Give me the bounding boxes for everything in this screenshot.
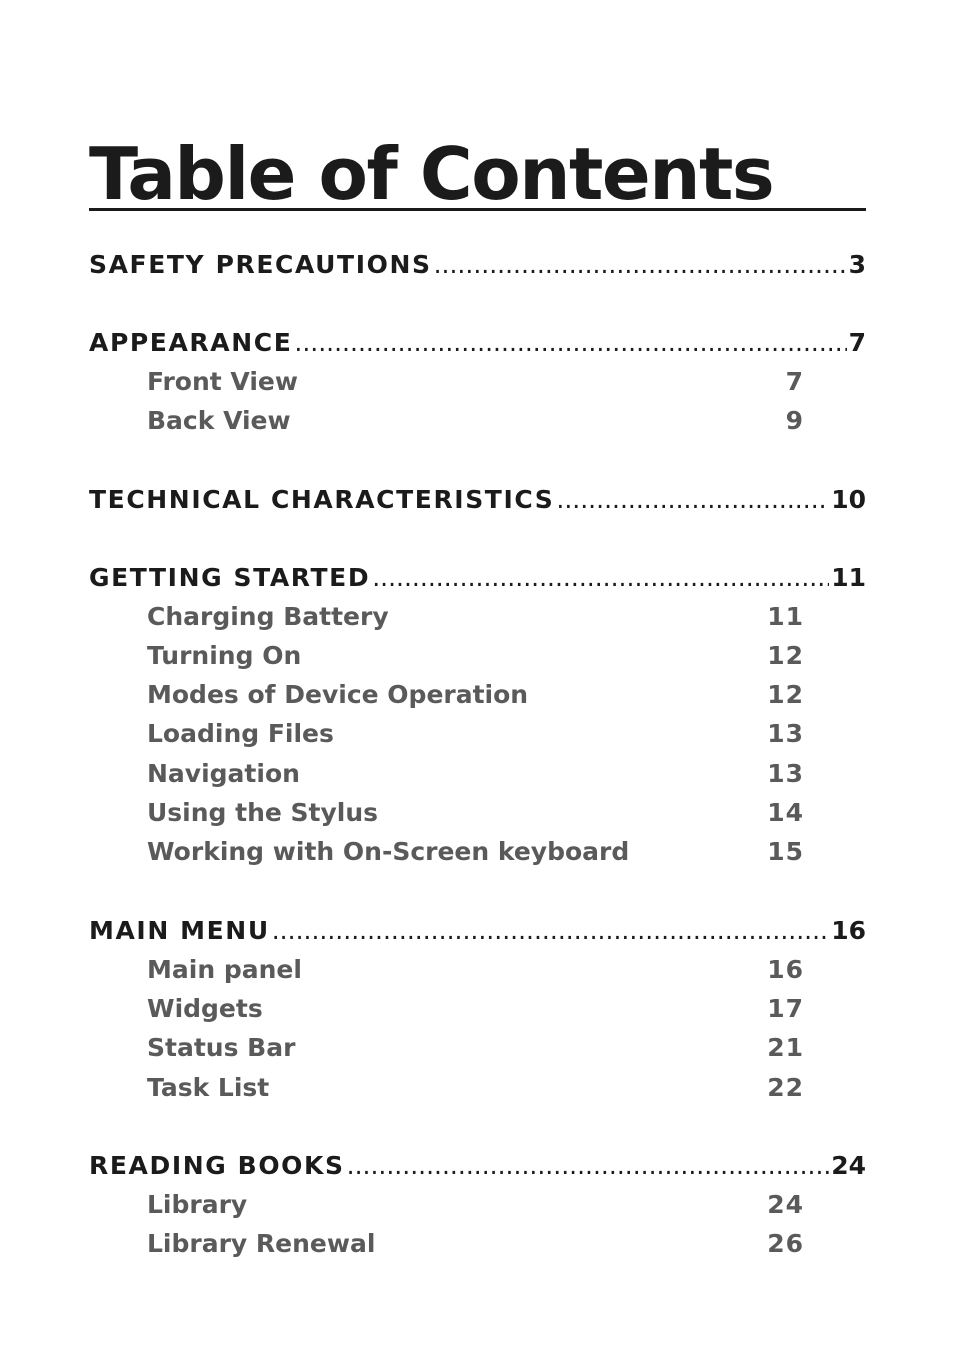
toc-subentry-page: 13 [767, 719, 804, 749]
page-title: Table of Contents [89, 132, 774, 216]
toc-entry-page: 16 [831, 915, 866, 945]
toc-subentry-label: Status Bar [147, 1033, 296, 1063]
toc-subentry-label: Library Renewal [147, 1229, 376, 1259]
toc-entry[interactable] [89, 328, 866, 367]
toc-subentry-page: 13 [767, 758, 804, 788]
toc-subentry-page: 16 [767, 954, 804, 984]
page-title-block [89, 132, 866, 216]
toc-subentry[interactable] [89, 641, 804, 680]
toc-entry-label: READING BOOKS [89, 1150, 345, 1180]
toc-subentry-page: 12 [767, 680, 804, 710]
toc-subentry[interactable] [89, 798, 804, 837]
toc-subentry-page: 7 [785, 367, 804, 396]
toc-entry-page: 24 [831, 1150, 866, 1180]
toc-subentry[interactable] [89, 680, 804, 719]
dot-leader [556, 485, 829, 514]
toc-subentry-label: Main panel [147, 954, 302, 984]
toc-subentry[interactable] [89, 406, 804, 445]
toc-entry-page: 11 [831, 562, 866, 592]
toc-entry-page: 10 [831, 484, 866, 514]
toc-subentry-label: Front View [147, 367, 298, 396]
toc-subentry-label: Back View [147, 406, 291, 436]
toc-subentry-label: Using the Stylus [147, 798, 379, 828]
toc-subentry-page: 22 [767, 1072, 804, 1102]
toc-subentry[interactable] [89, 1229, 804, 1268]
toc-subentry-label: Working with On-Screen keyboard [147, 837, 630, 867]
toc-entry-label: SAFETY PRECAUTIONS [89, 250, 432, 279]
toc-subentry[interactable] [89, 955, 804, 994]
toc-entry[interactable] [89, 563, 866, 602]
dot-leader [347, 1151, 830, 1180]
toc-subentry-page: 15 [767, 837, 804, 867]
toc-subentry-page: 11 [767, 601, 804, 631]
toc-section-getting-started [89, 563, 866, 877]
toc-subentry[interactable] [89, 1073, 804, 1112]
toc-subentry[interactable] [89, 994, 804, 1033]
table-of-contents [89, 250, 866, 1307]
toc-subentry-page: 26 [767, 1229, 804, 1259]
toc-entry[interactable] [89, 916, 866, 955]
toc-entry-label: MAIN MENU [89, 915, 270, 945]
toc-subentry-label: Task List [147, 1072, 270, 1102]
toc-subentry[interactable] [89, 602, 804, 641]
toc-entry-page: 7 [848, 328, 866, 357]
toc-subentry-page: 24 [767, 1189, 804, 1219]
toc-section-safety-precautions [89, 250, 866, 289]
toc-subentry-page: 14 [767, 798, 804, 828]
toc-subentry-label: Charging Battery [147, 601, 389, 631]
toc-subentry[interactable] [89, 759, 804, 798]
toc-subentry-label: Loading Files [147, 719, 334, 749]
toc-entry-label: TECHNICAL CHARACTERISTICS [89, 484, 555, 514]
toc-subentry-page: 17 [767, 993, 804, 1023]
toc-subentry-label: Library [147, 1189, 248, 1219]
toc-entry[interactable] [89, 485, 866, 524]
toc-subentry[interactable] [89, 837, 804, 876]
toc-subentry-label: Widgets [147, 993, 263, 1023]
toc-entry-label: GETTING STARTED [89, 562, 371, 592]
toc-entry-label: APPEARANCE [89, 328, 293, 357]
toc-section-appearance [89, 328, 866, 446]
toc-subentry[interactable] [89, 1190, 804, 1229]
toc-subentry-page: 9 [785, 406, 804, 436]
toc-section-main-menu [89, 916, 866, 1112]
dot-leader [434, 250, 847, 279]
toc-subentry-label: Navigation [147, 758, 300, 788]
toc-section-technical-characteristics [89, 485, 866, 524]
toc-subentry-page: 21 [767, 1033, 804, 1063]
toc-subentry-label: Turning On [147, 640, 302, 670]
toc-entry[interactable] [89, 250, 866, 289]
toc-subentry-label: Modes of Device Operation [147, 680, 529, 710]
dot-leader [272, 916, 829, 945]
toc-section-reading-books [89, 1151, 866, 1269]
toc-entry-page: 3 [848, 250, 866, 279]
dot-leader [294, 328, 846, 357]
toc-subentry[interactable] [89, 367, 804, 406]
toc-entry[interactable] [89, 1151, 866, 1190]
toc-subentry[interactable] [89, 1033, 804, 1072]
dot-leader [372, 563, 829, 592]
toc-subentry[interactable] [89, 719, 804, 758]
toc-subentry-page: 12 [767, 640, 804, 670]
